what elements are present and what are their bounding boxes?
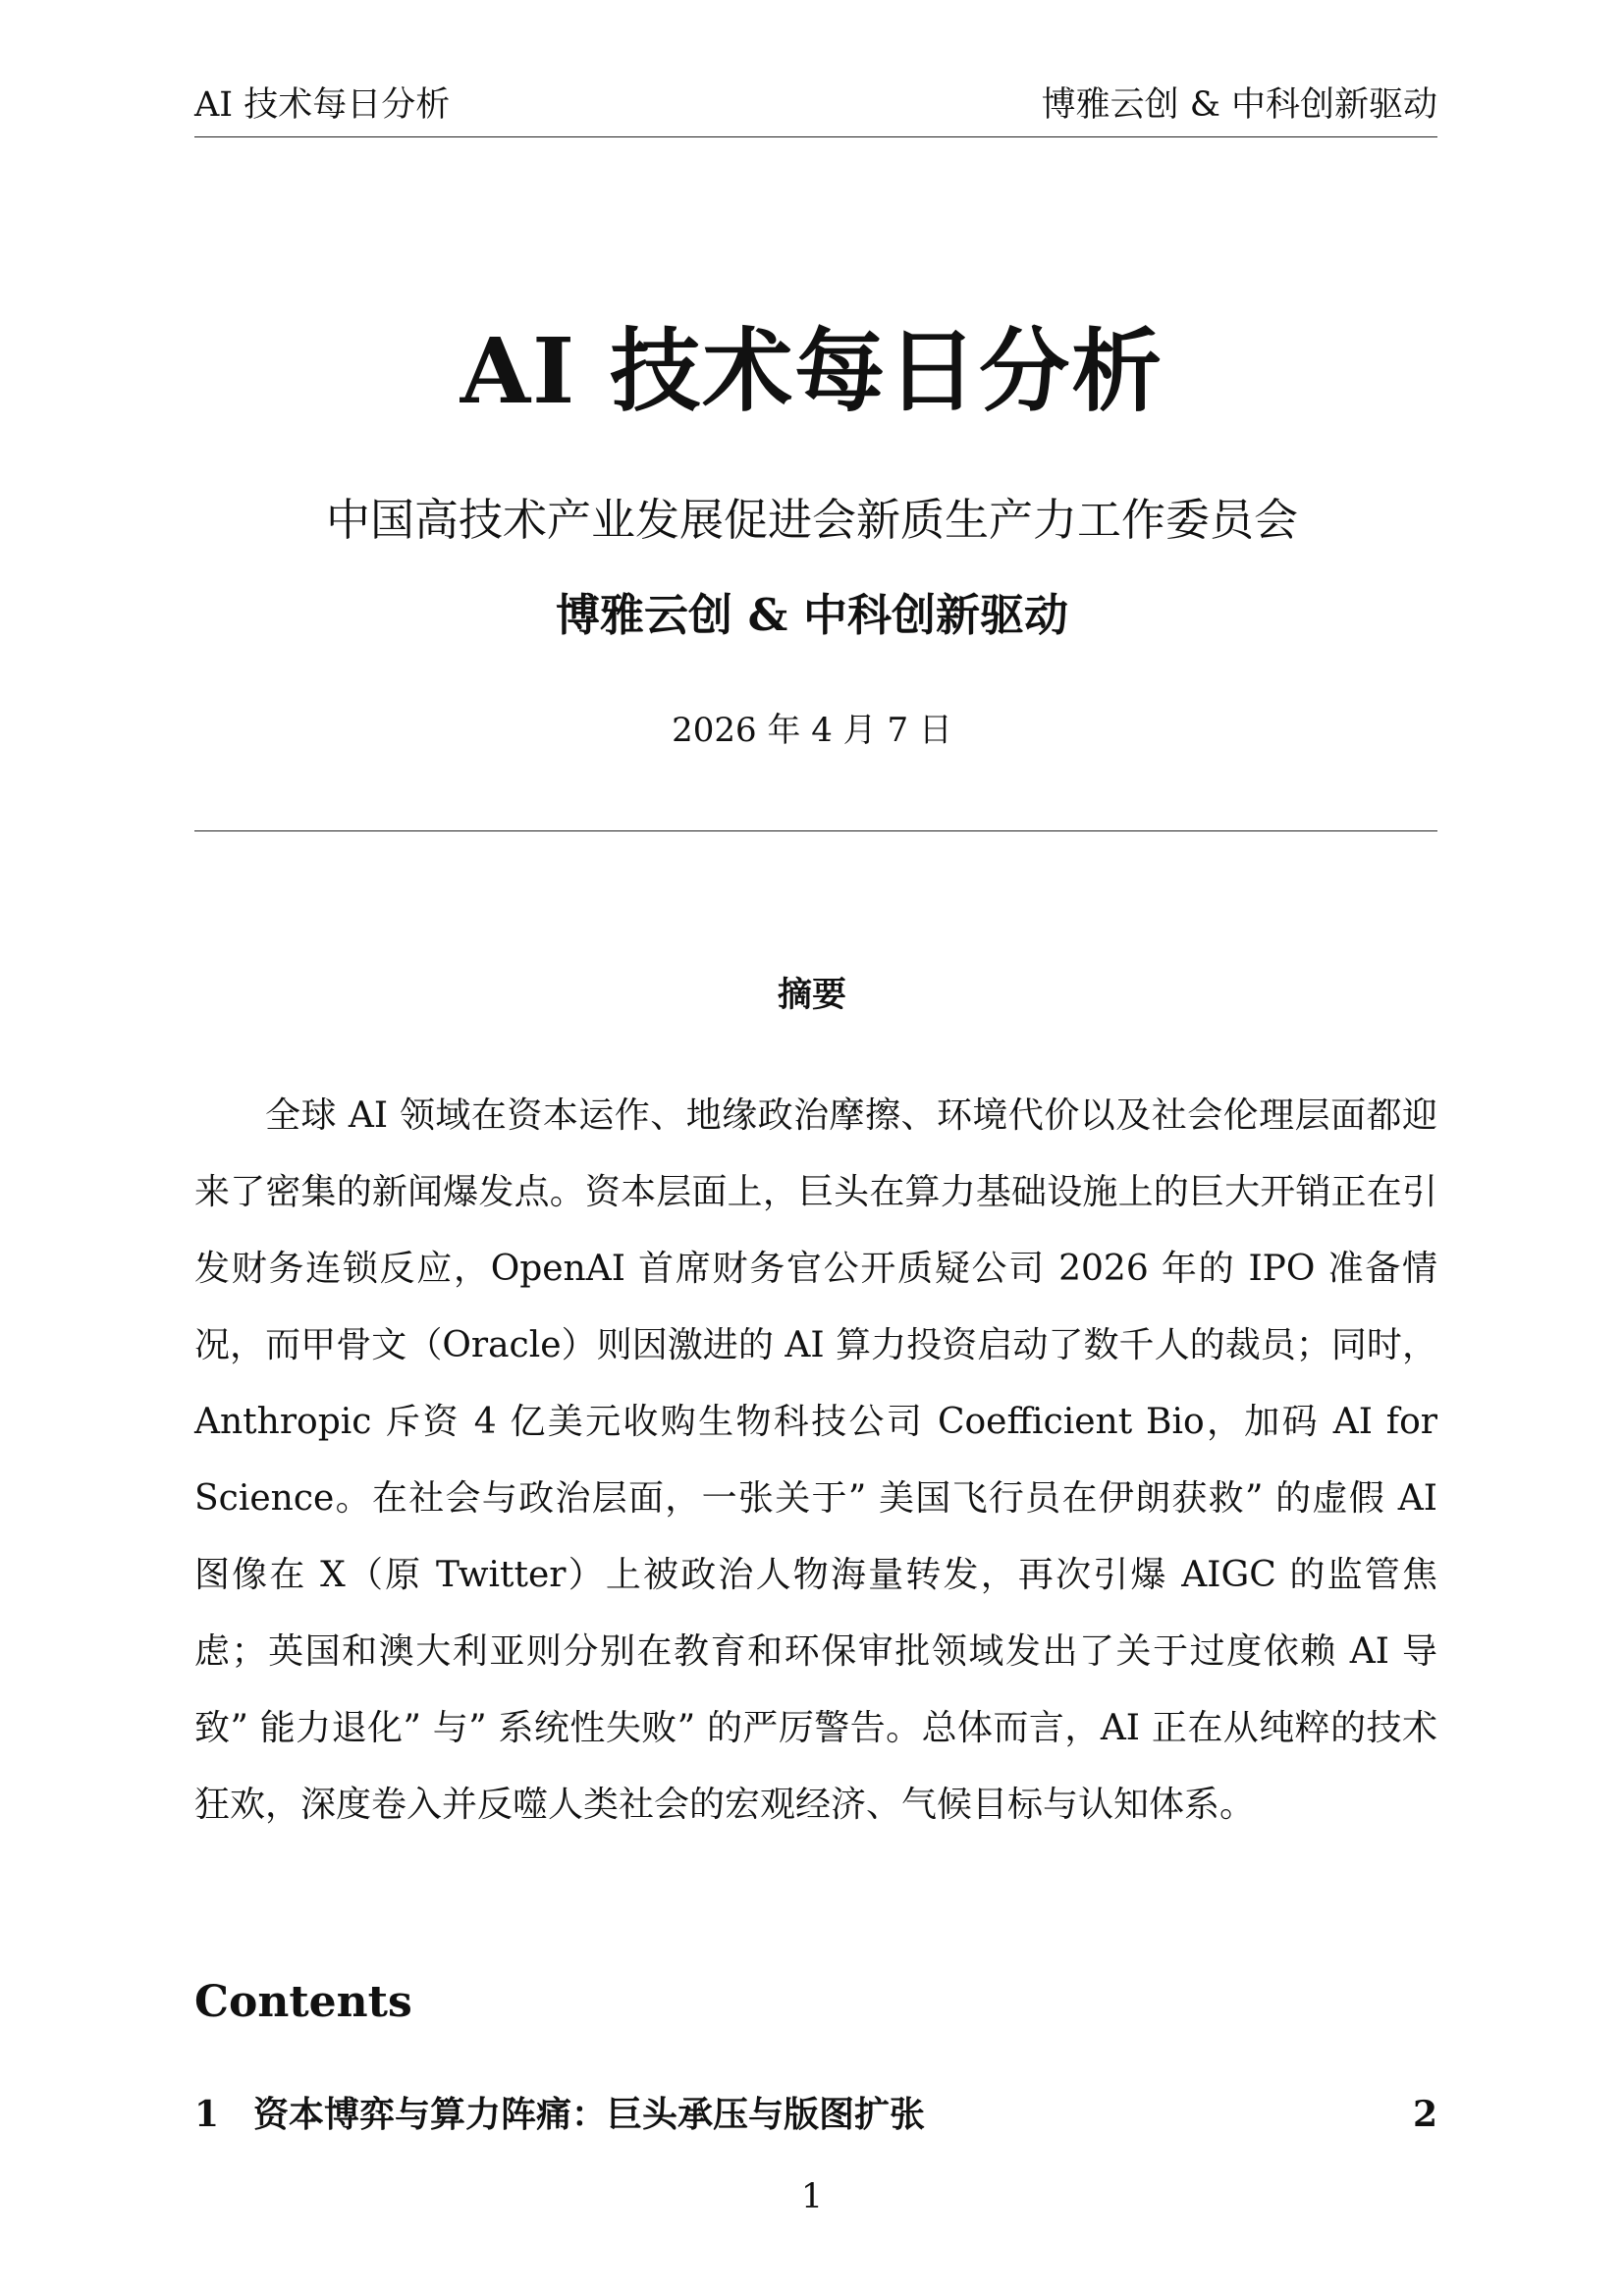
header-right-organization: 博雅云创 & 中科创新驱动 <box>1041 85 1437 125</box>
title-divider <box>194 830 1437 831</box>
document-date: 2026 年 4 月 7 日 <box>672 711 952 750</box>
running-header <box>194 82 1437 137</box>
toc-entry[interactable] <box>194 2087 1437 2142</box>
abstract-heading: 摘要 <box>777 975 846 1015</box>
document-title: AI 技术每日分析 <box>460 318 1164 424</box>
document-subtitle: 中国高技术产业发展促进会新质生产力工作委员会 <box>325 494 1298 546</box>
page-number: 1 <box>800 2177 824 2216</box>
abstract-body: 全球 AI 领域在资本运作、地缘政治摩擦、环境代价以及社会伦理层面都迎来了密集的新闻爆发点。资本层面上，巨头在算力基础设施上的巨大开销正在引发财务连锁反应，OpenAI 首席财务官公开质疑公司 2026 年的 IPO 准备情况，而甲骨文（Oracle）则因激进的 AI 算力投资启动了数千人的裁员；同时，Anthropic 斥资 4 亿美元收购生物科技公司 Coefficient Bio，加码 AI for Science。在社会与政治层面，一张关于” 美国飞行员在伊朗获救” 的虚假 AI 图像在 X（原 Twitter）上被政治人物海量转发，再次引爆 AIGC 的监管焦虑；英国和澳大利亚则分别在教育和环保审批领域发出了关于过度依赖 AI 导致” 能力退化” 与” 系统性失败” 的严厉警告。总体而言，AI 正在从纯粹的技术狂欢，深度卷入并反噬人类社会的宏观经济、气候目标与认知体系。 <box>194 1095 1437 1825</box>
document-organization: 博雅云创 & 中科创新驱动 <box>556 589 1068 641</box>
toc-entry-page: 2 <box>1412 2094 1437 2135</box>
toc-entry-title[interactable]: 资本博弈与算力阵痛：巨头承压与版图扩张 <box>253 2094 926 2135</box>
toc-entry-number: 1 <box>194 2094 220 2135</box>
header-left-title: AI 技术每日分析 <box>194 85 451 125</box>
contents-heading: Contents <box>194 1977 412 2027</box>
